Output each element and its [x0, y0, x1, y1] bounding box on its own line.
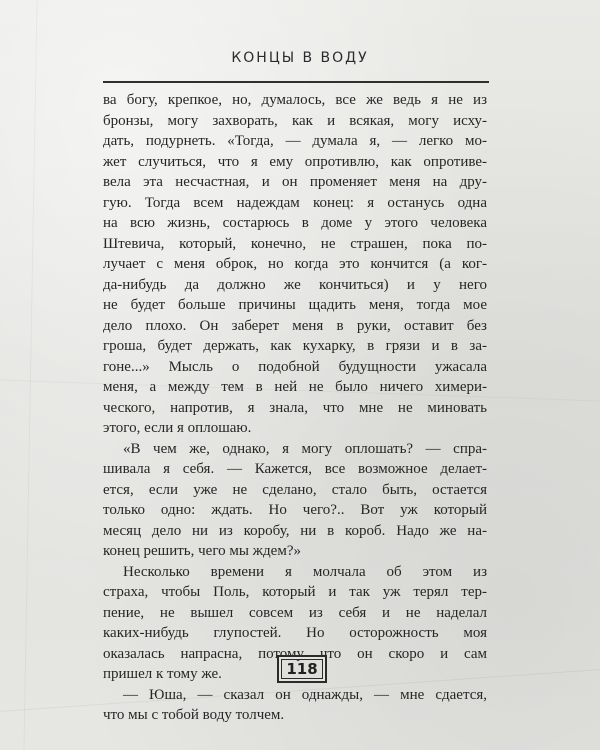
text-line: меня, а между тем в ней не было ничего химери-	[103, 379, 487, 395]
text-line: жет случиться, что я ему опротивлю, как опротиве-	[103, 153, 487, 170]
paragraph-1	[103, 90, 487, 439]
text-line: шивала я себя. — Кажется, все возможное делает-	[103, 461, 487, 477]
text-line: оказалась напрасна, потому что он скоро и сам	[103, 645, 487, 662]
paragraph-4	[103, 685, 487, 726]
paper-crease	[23, 0, 37, 750]
text-line: ется, если уже не сделано, стало быть, остается	[103, 481, 487, 498]
text-line: дать, подурнеть. «Тогда, — думала я, — легко мо-	[103, 133, 487, 149]
text-line: гую. Тогда всем надеждам конец: я останусь одна	[103, 194, 487, 211]
text-line: гроша, будет держать, как кухарку, в грязи и в за-	[103, 338, 487, 354]
text-line: пришел к тому же.	[103, 666, 222, 682]
text-line: бронзы, могу захворать, как и всякая, могу исху-	[103, 112, 487, 129]
text-line: каких-нибудь глупостей. Но осторожность моя	[103, 625, 487, 641]
running-head-title: КОНЦЫ В ВОДУ	[231, 50, 369, 66]
text-line: только одно: ждать. Но чего?.. Вот уж который	[103, 502, 487, 518]
text-line: дело плохо. Он заберет меня в руки, оставит без	[103, 317, 487, 334]
text-line: ва богу, крепкое, но, думалось, все же ведь я не из	[103, 92, 487, 108]
text-line: — Юша, — сказал он однажды, — мне сдается,	[123, 686, 487, 703]
text-line: конец решить, чего мы ждем?»	[103, 543, 301, 559]
page-number: 118	[277, 655, 327, 683]
text-line: что мы с тобой воду толчем.	[103, 707, 285, 723]
paragraph-2	[103, 439, 487, 562]
text-line: «В чем же, однако, я могу оплошать? — спра-	[123, 440, 487, 457]
text-line: Штевича, который, конечно, не страшен, пока по-	[103, 235, 487, 252]
text-line: месяц дело ни из коробу, ни в короб. Надо же на-	[103, 522, 487, 539]
text-line: да-нибудь да должно же кончиться) и у него	[103, 276, 487, 293]
page-text	[103, 90, 487, 726]
text-line: вела эта несчастная, и он променяет меня на дру-	[103, 174, 487, 190]
text-line: не будет больше причины щадить меня, тогда мое	[103, 297, 487, 313]
header-rule	[103, 81, 489, 83]
text-line: пение, не вышел совсем из себя и не наделал	[103, 604, 487, 621]
text-line: на всю жизнь, состарюсь в доме у этого человека	[103, 215, 487, 231]
text-line: этого, если я оплошаю.	[103, 420, 252, 436]
text-line: лучает с меня оброк, но когда это кончится (а ког-	[103, 256, 487, 272]
text-line: страха, чтобы Поль, который и так уж терял тер-	[103, 584, 487, 600]
text-line: Несколько времени я молчала об этом из	[123, 563, 487, 580]
text-line: ческого, напротив, я знала, что мне не миновать	[103, 399, 487, 416]
text-line: гоне...» Мысль о подобной будущности ужасала	[103, 358, 487, 375]
